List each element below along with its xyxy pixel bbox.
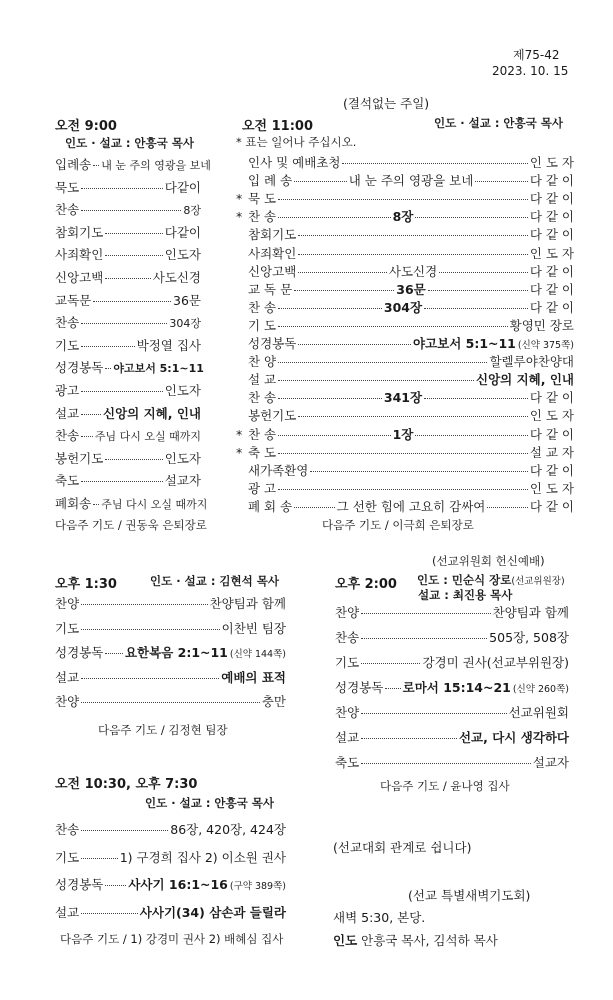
order-label: 광고 [55,383,80,398]
order-detail: 내 눈 주의 영광을 보네 [348,173,474,189]
leader-dots [294,181,347,182]
leader-dots [278,326,508,327]
leader-dots [81,346,134,347]
order-value: 인 도 자 [529,155,574,170]
order-value: 다 같 이 [529,390,575,406]
order-value: 사도신경 [152,270,201,285]
order-label: 기도 [335,655,360,670]
leader-dots [361,713,506,714]
leader-dots [81,210,181,211]
leader-dots [81,436,93,437]
leader-dots [415,435,527,436]
dawn-prayer-leader-names: 안흥국 목사, 김석하 목사 [361,933,498,948]
leader-dots [81,188,163,189]
leader-dots [93,301,171,302]
order-row [55,223,201,241]
service-130pm-leader: 인도 · 설교 : 김현석 목사 [150,574,279,588]
dawn-prayer-leader-label: 인도 [333,933,358,948]
order-value: 신앙의 지혜, 인내 [103,405,201,421]
leader-dots [278,489,528,490]
order-row [55,668,286,686]
order-label: 찬송 [55,822,80,837]
leader-dots [81,702,260,703]
leader-dots [439,272,528,273]
dawn-prayer-time: 새벽 5:30, 본당. [333,910,426,925]
order-detail: 304장 [383,299,423,315]
leader-dots [310,471,527,472]
order-value: 설교자 [164,473,201,489]
leader-dots [298,254,528,255]
leader-dots [81,414,101,415]
order-label: 사죄확인 [55,247,104,263]
leader-dots [105,278,150,279]
order-label: 새가족환영 [248,462,309,478]
order-label: 기 도 [248,317,277,333]
order-row [236,497,574,515]
weekday-service-leader: 인도 · 설교 : 안흥국 목사 [145,796,274,810]
standing-marker: * [236,209,243,225]
order-value: 선교, 다시 생각하다 [458,730,569,745]
order-label: 성경봉독 [335,680,384,695]
order-label: 입례송 [55,157,92,172]
order-value: 찬양팀과 함께 [209,596,286,611]
order-row [236,207,574,225]
order-label: 폐 회 송 [248,498,293,514]
order-row [55,200,201,218]
service-2pm-leader [417,572,565,588]
standing-marker: * [236,426,243,442]
order-value: 다 같 이 [529,173,575,189]
order-row [236,171,574,189]
order-row [55,820,286,838]
order-label: 묵 도 [248,191,277,207]
service-11am-next: 다음주 기도 / 이극희 은퇴장로 [322,518,474,532]
weekday-service-next: 다음주 기도 / 1) 강경미 권사 2) 배혜심 집사 [60,932,284,946]
order-row [55,381,201,399]
standing-note: * 표는 일어나 주십시오. [236,135,357,149]
order-label: 성경봉독 [248,336,297,351]
order-detail: 8장 [392,209,414,225]
order-label: 성경봉독 [55,645,104,660]
service-2pm-preacher: 설교 : 최진용 목사 [418,588,513,602]
order-value: 다같이 [164,224,201,240]
leader-dots [81,830,168,831]
dawn-prayer-title: (선교 특별새벽기도회) [408,888,531,903]
order-row [335,703,569,721]
order-value: 강경미 권사(선교부위원장) [422,655,569,670]
order-row [236,425,574,443]
order-label: 설교 [55,669,80,685]
order-value: 황영민 장로 [509,317,574,333]
service-9am-leader: 인도 · 설교 : 안흥국 목사 [65,136,194,150]
order-row [55,692,286,710]
order-row [55,404,201,422]
order-row [236,298,574,316]
order-value: 다 같 이 [529,191,574,207]
order-row [335,728,569,746]
order-row [236,406,574,424]
order-detail: 1장 [392,426,414,442]
order-label: 설교 [55,904,80,920]
order-row [55,494,208,512]
order-row [335,603,569,621]
order-label: 축 도 [248,444,277,460]
leader-dots [93,504,99,505]
leader-dots [81,913,138,914]
order-row [335,653,569,671]
order-detail: 341장 [383,390,423,406]
order-row [236,153,574,171]
leader-dots [361,638,487,639]
order-label: 성경봉독 [55,877,104,892]
order-row [236,443,574,461]
order-row [55,358,204,376]
order-value: 박정열 집사 [136,337,201,353]
order-value: 505장, 508장 [489,630,569,645]
order-value: 8장 [183,204,201,218]
mission-service-note: (선교위원회 헌신예배) [432,554,545,568]
order-row [335,678,569,696]
order-value: 선교위원회 [508,705,569,720]
order-value: 다 같 이 [529,227,574,243]
order-value: 다 같 이 [529,281,575,297]
scripture-page: (신약 375쪽) [517,340,574,351]
order-label: 교독문 [55,292,92,308]
order-row [236,388,574,406]
order-value: 다 같 이 [529,426,574,442]
service-130pm-next: 다음주 기도 / 김정현 팀장 [98,723,228,737]
leader-dots [475,181,528,182]
order-label: 참회기도 [248,227,297,243]
order-row [236,461,574,479]
order-label: 찬송 [55,428,80,444]
mission-conference-note: (선교대회 관계로 쉽니다) [333,840,472,855]
order-value: 다 같 이 [529,299,575,315]
order-value: 설 교 자 [529,444,574,460]
order-label: 설교 [55,405,80,421]
leader-dots [298,416,528,417]
order-row [236,370,574,388]
order-value: 사사기(34) 삼손과 들릴라 [139,904,286,920]
order-label: 폐회송 [55,496,92,511]
service-2pm-next: 다음주 기도 / 윤나영 집사 [380,779,510,793]
order-value: 주님 다시 오실 때까지 [94,430,201,444]
leader-dots [278,362,487,363]
order-label: 설교 [335,730,360,745]
standing-marker: * [236,444,243,460]
order-value: 요한복음 2:1~11 [124,645,228,660]
order-label: 인사 및 예배초청 [248,155,341,170]
leader-dots [278,380,474,381]
leader-dots [415,217,527,218]
order-label: 축도 [55,473,80,489]
leader-dots [428,290,528,291]
leader-dots [278,453,528,454]
bulletin-date: 2023. 10. 15 [492,64,569,78]
order-row [55,875,286,893]
service-2pm-leader-name: 인도 : 민순식 장로 [417,573,512,587]
leader-dots [385,688,400,689]
order-row [55,449,201,467]
service-2pm-leader-role: (선교위원장) [511,576,565,587]
order-row [55,313,201,331]
leader-dots [361,738,457,739]
order-value: 인 도 자 [529,408,574,424]
leader-dots [424,308,528,309]
order-row [55,643,286,661]
scripture-page: (구약 389쪽) [229,881,286,892]
order-value: 인도자 [164,247,201,263]
order-label: 기도 [55,337,80,353]
order-label: 사죄확인 [248,245,297,261]
order-label: 신앙고백 [248,263,297,279]
leader-dots [278,217,390,218]
order-value: 예배의 표적 [221,669,286,685]
leader-dots [487,507,527,508]
order-value: 로마서 15:14~21 [402,680,511,695]
leader-dots [361,763,531,764]
leader-dots [342,163,527,164]
leader-dots [105,255,162,256]
leader-dots [298,235,528,236]
leader-dots [105,233,162,234]
service-11am-title: 오전 11:00 [242,119,314,134]
order-value: 이찬빈 팀장 [221,620,286,636]
order-detail: 그 선한 힘에 고요히 감싸여 [336,498,486,514]
order-detail: 36문 [396,281,426,297]
order-row [236,262,574,280]
leader-dots [298,272,387,273]
leader-dots [81,481,163,482]
order-detail: 사도신경 [388,263,438,279]
order-value: 304장 [169,317,201,331]
order-value: 다같이 [164,179,201,195]
dawn-prayer-leaders [333,931,498,949]
order-row [55,848,286,866]
order-row [236,352,574,370]
service-9am-next: 다음주 기도 / 권동욱 은퇴장로 [55,518,207,532]
order-value: 인 도 자 [529,245,574,261]
order-label: 찬송 [55,315,80,331]
order-value: 1) 구경희 집사 2) 이소원 권사 [119,849,286,865]
scripture-page: (신약 144쪽) [229,649,286,660]
order-label: 찬양 [335,605,360,620]
service-2pm-title: 오후 2:00 [335,577,397,592]
leader-dots [81,629,219,630]
order-row [236,316,574,334]
order-label: 참회기도 [55,224,104,240]
leader-dots [278,199,528,200]
order-value: 신앙의 지혜, 인내 [476,372,574,388]
scripture-page: (신약 260쪽) [512,684,569,695]
order-label: 기도 [55,620,80,636]
order-row [236,225,574,243]
order-value: 다 같 이 [529,263,574,279]
attendance-note: (결석없는 주일) [343,96,430,111]
order-row [55,291,201,309]
order-label: 찬양 [55,596,80,611]
order-row [236,244,574,262]
order-label: 신앙고백 [55,270,104,285]
order-value: 야고보서 5:1~11 [113,362,204,376]
order-row [236,280,574,298]
order-row [55,336,201,354]
order-value: 인도자 [164,383,201,398]
leader-dots [105,368,111,369]
order-label: 설 교 [248,372,277,388]
order-label: 찬양 [335,705,360,720]
order-row [55,471,201,489]
leader-dots [361,663,420,664]
order-value: 86장, 420장, 424장 [170,822,286,837]
order-label: 찬 송 [248,299,277,315]
order-value: 다 같 이 [529,498,575,514]
leader-dots [81,323,167,324]
leader-dots [294,290,394,291]
service-130pm-title: 오후 1:30 [55,577,117,592]
order-value: 주님 다시 오실 때까지 [101,498,208,511]
order-label: 묵도 [55,179,80,195]
order-row [236,334,574,352]
order-value: 충만 [261,694,286,709]
leader-dots [278,435,390,436]
order-row [236,189,574,207]
order-label: 축도 [335,755,360,770]
order-row [55,619,286,637]
leader-dots [81,858,118,859]
leader-dots [361,613,490,614]
leader-dots [105,459,162,460]
standing-marker: * [236,191,243,207]
order-value: 설교자 [532,755,569,770]
order-label: 봉헌기도 [55,450,104,466]
service-9am-title: 오전 9:00 [55,119,117,134]
order-value: 사사기 16:1~16 [128,877,228,892]
weekday-service-title: 오전 10:30, 오후 7:30 [55,777,198,792]
order-value: 내 눈 주의 영광을 보네 [101,159,211,172]
order-value: 다 같 이 [529,462,574,478]
order-value: 인 도 자 [529,480,574,496]
order-row [55,594,286,612]
bulletin-number: 제75-42 [513,48,560,62]
order-label: 성경봉독 [55,360,104,376]
order-value: 찬양팀과 함께 [492,605,569,620]
order-label: 광 고 [248,480,277,496]
service-11am-leader: 인도 · 설교 : 안흥국 목사 [434,116,563,130]
order-label: 찬 송 [248,209,277,225]
order-value: 36문 [173,292,201,308]
order-row [55,155,211,173]
order-label: 찬 송 [248,426,277,442]
leader-dots [105,653,123,654]
leader-dots [81,391,163,392]
leader-dots [278,398,382,399]
order-row [55,903,286,921]
leader-dots [298,344,411,345]
order-row [55,178,201,196]
leader-dots [81,678,219,679]
order-label: 찬양 [55,694,80,709]
leader-dots [81,604,207,605]
leader-dots [105,885,126,886]
order-label: 교 독 문 [248,281,293,297]
leader-dots [294,507,334,508]
order-row [55,245,201,263]
order-row [55,268,201,286]
leader-dots [93,165,99,166]
order-label: 찬송 [55,202,80,218]
order-label: 봉헌기도 [248,408,297,424]
order-row [55,426,201,444]
order-row [236,479,574,497]
order-value: 인도자 [164,450,201,466]
order-value: 다 같 이 [529,209,574,225]
order-value: 할렐루야찬양대 [489,354,574,370]
leader-dots [278,308,382,309]
order-row [335,753,569,771]
order-label: 입 례 송 [248,173,293,189]
leader-dots [424,398,528,399]
order-value: 야고보서 5:1~11 [412,336,516,351]
order-row [335,628,569,646]
order-label: 찬 송 [248,390,277,406]
order-label: 기도 [55,849,80,865]
order-label: 찬송 [335,630,360,645]
order-label: 찬 양 [248,354,277,370]
